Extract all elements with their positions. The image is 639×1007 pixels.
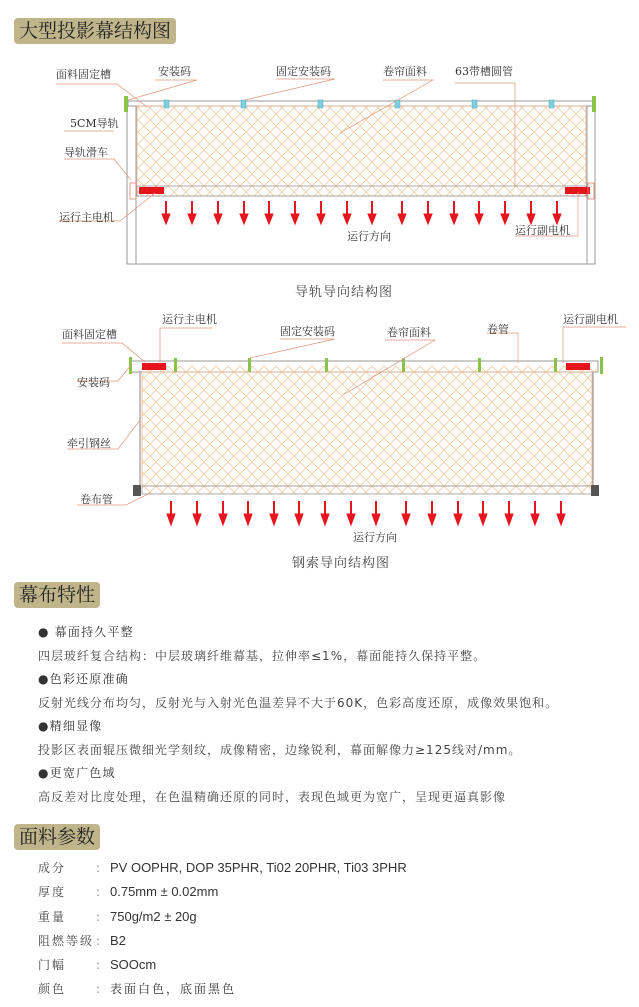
feature-desc: 反射光线分布均匀，反射光与入射光色温差异不大于60K，色彩高度还原，成像效果饱和。 (38, 696, 559, 710)
aux-motor-icon (566, 363, 590, 370)
param-row (38, 981, 236, 997)
label-install-code: 安装码 (158, 65, 191, 78)
label-roll-fabric: 卷帘面料 (387, 326, 431, 339)
param-value: PV OOPHR, DOP 35PHR, Ti02 20PHR, Ti03 3PHR (110, 860, 407, 875)
label-direction: 运行方向 (353, 531, 397, 544)
section-title-params: 面料参数 (14, 824, 100, 850)
label-install-code: 安装码 (77, 376, 110, 389)
label-aux-motor: 运行副电机 (563, 313, 618, 326)
feature-title: ●更宽广色域 (38, 766, 116, 780)
label-fabric-slot: 面料固定槽 (56, 68, 111, 81)
param-sep: : (96, 910, 101, 924)
param-sep: : (96, 885, 101, 899)
label-steel-wire: 牵引钢丝 (67, 437, 111, 450)
diagram1-caption: 导轨导向结构图 (295, 285, 394, 300)
param-row (38, 933, 126, 949)
label-roll-fabric: 卷帘面料 (383, 65, 427, 78)
param-value: SOOcm (110, 957, 157, 972)
rail-guide-diagram (0, 0, 639, 305)
main-motor-icon (139, 187, 164, 194)
param-key: 阻燃等级 (38, 934, 95, 948)
label-fixed-install-code: 固定安装码 (276, 65, 331, 78)
param-value: 表面白色，底面黑色 (110, 982, 237, 996)
aux-motor-icon (565, 187, 590, 194)
label-tube63: 63带槽圆管 (455, 65, 513, 78)
label-fixed-install-code: 固定安装码 (280, 325, 335, 338)
param-key: 厚度 (38, 885, 67, 899)
label-direction: 运行方向 (347, 230, 391, 243)
param-key: 颜色 (38, 982, 67, 996)
main-motor-icon (142, 363, 166, 370)
param-sep: : (96, 861, 101, 875)
label-aux-motor: 运行副电机 (515, 224, 570, 237)
label-main-motor: 运行主电机 (162, 313, 217, 326)
param-sep: : (96, 958, 101, 972)
wire-guide-diagram (0, 300, 639, 580)
param-row (38, 957, 156, 973)
param-key: 成分 (38, 861, 67, 875)
fabric-area (137, 106, 586, 196)
param-row (38, 909, 197, 925)
param-key: 门幅 (38, 958, 67, 972)
param-sep: : (96, 982, 101, 996)
label-roll-tube: 卷管 (487, 323, 509, 336)
section-title-features: 幕布特性 (14, 582, 100, 608)
feature-desc: 四层玻纤复合结构：中层玻璃纤维幕基，拉伸率≤1%，幕面能持久保持平整。 (38, 649, 487, 663)
param-key: 重量 (38, 910, 67, 924)
label-rail-carriage: 导轨滑车 (64, 146, 108, 159)
label-main-motor: 运行主电机 (59, 211, 114, 224)
diagram2-caption: 钢索导向结构图 (292, 556, 391, 571)
label-cloth-tube: 卷布管 (80, 493, 113, 506)
arrows-direction (162, 201, 561, 224)
feature-title: ●精细显像 (38, 719, 103, 733)
param-value: B2 (110, 933, 126, 948)
fabric-area (142, 372, 592, 486)
label-rail5cm: 5CM导轨 (70, 117, 119, 130)
feature-desc: 高反差对比度处理，在色温精确还原的同时，表现色域更为宽广，呈现更逼真影像 (38, 790, 507, 804)
feature-title: ●色彩还原准确 (38, 672, 129, 686)
param-value: 750g/m2 ± 20g (110, 909, 197, 924)
param-row (38, 860, 407, 876)
section-title-structure: 大型投影幕结构图 (14, 18, 176, 44)
feature-desc: 投影区表面辊压微细光学刻纹，成像精密，边缘锐利，幕面解像力≥125线对/mm。 (38, 743, 522, 757)
param-value: 0.75mm ± 0.02mm (110, 884, 219, 899)
label-fabric-slot: 面料固定槽 (62, 328, 117, 341)
param-row (38, 884, 218, 900)
param-sep: : (96, 934, 101, 948)
feature-title: ● 幕面持久平整 (38, 625, 134, 639)
